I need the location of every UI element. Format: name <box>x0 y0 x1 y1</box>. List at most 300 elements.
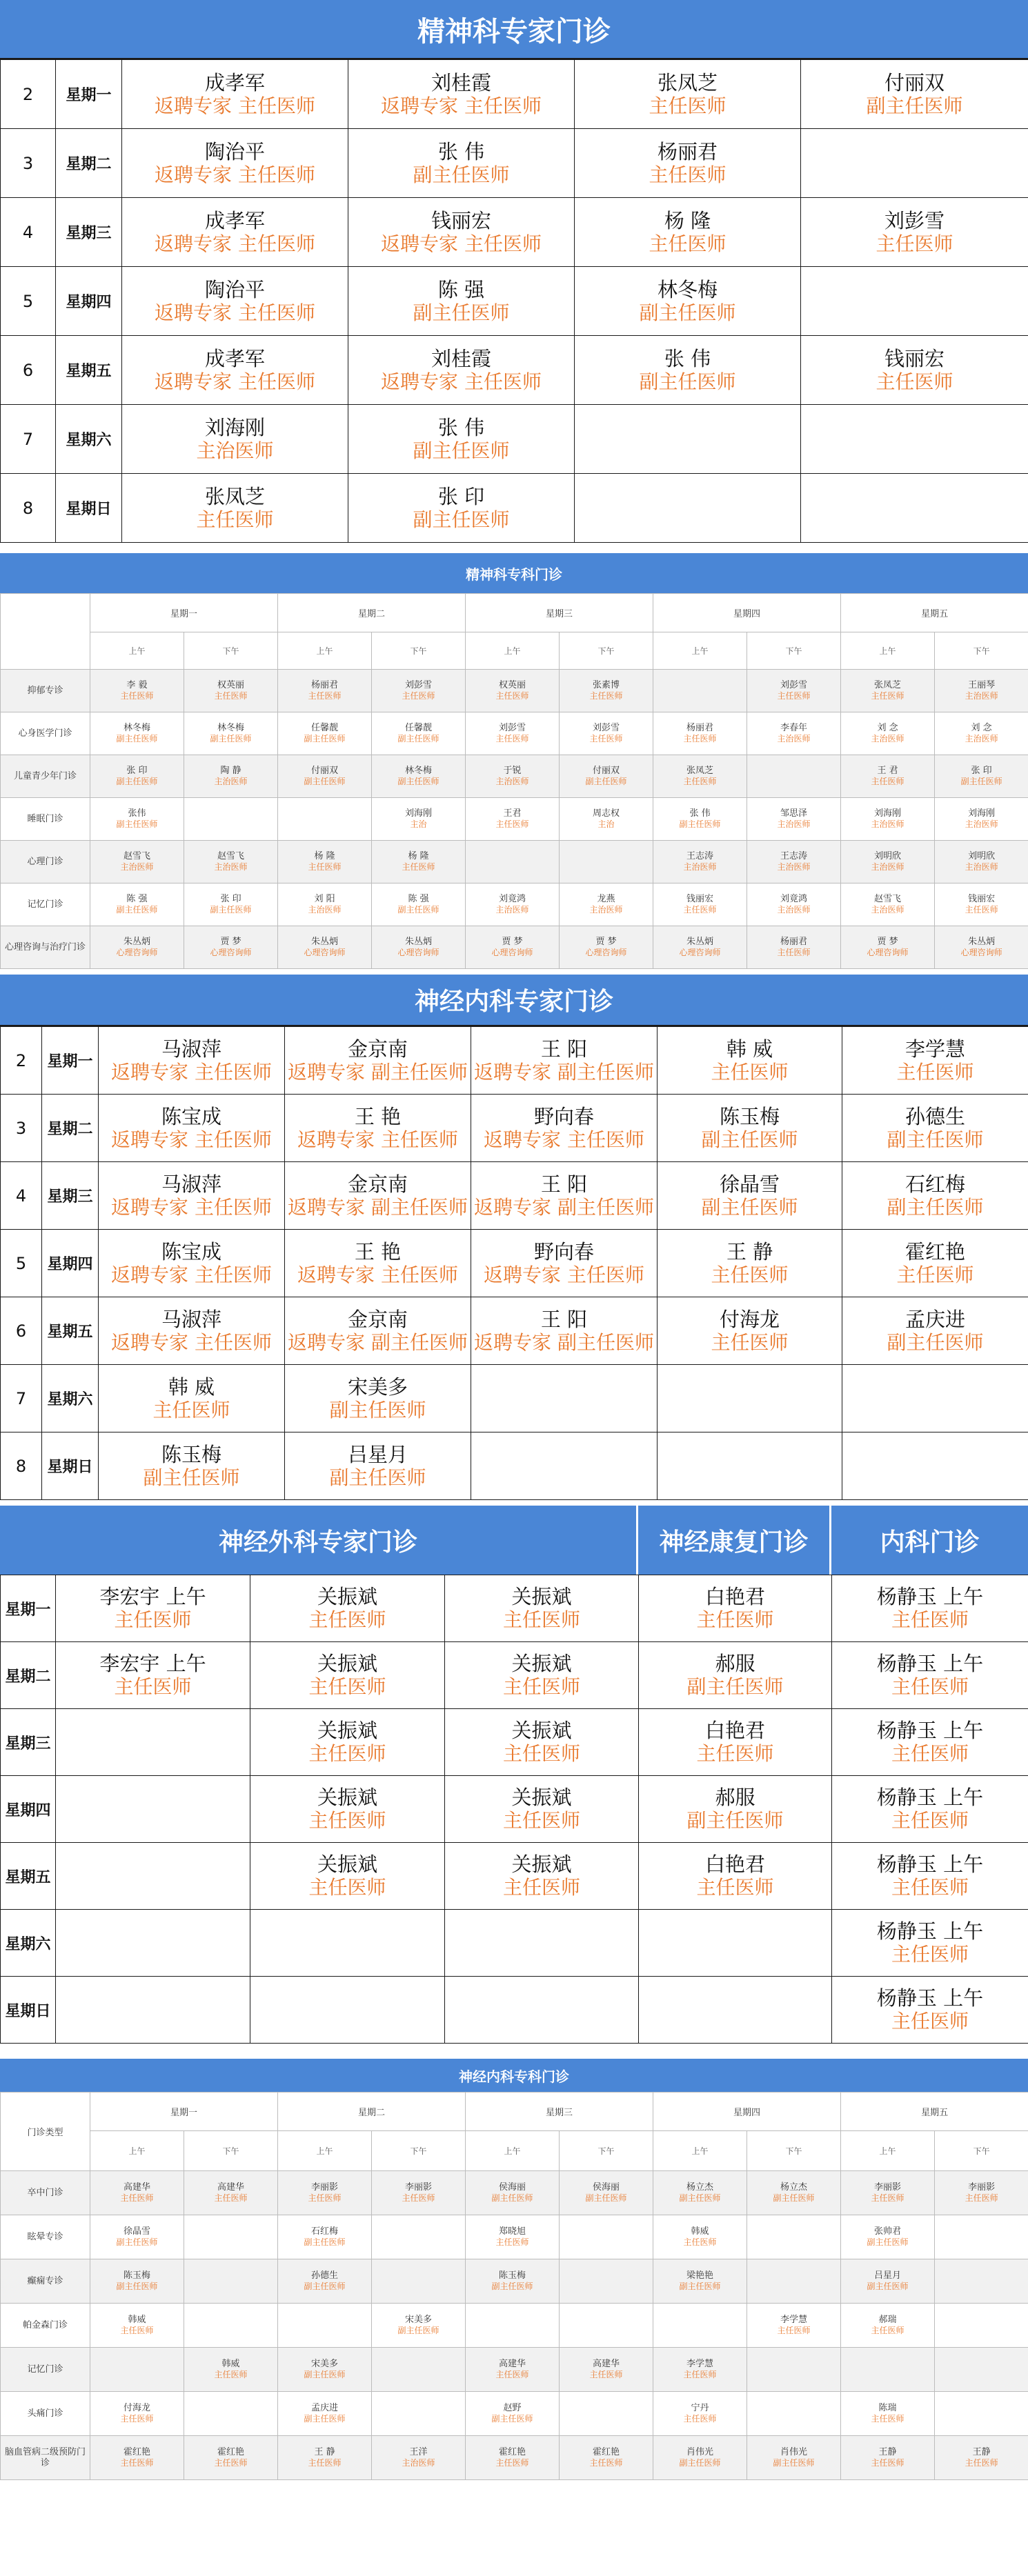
weekday-header: 星期四 <box>653 594 841 632</box>
doctor-name: 陶治平 <box>204 139 265 163</box>
doctor-name: 刘竟鸿 <box>780 894 808 904</box>
doctor-cell <box>122 336 348 405</box>
doctor-cell <box>560 2348 653 2392</box>
doctor-cell <box>471 1297 658 1365</box>
schedule-row <box>1 1977 1028 2044</box>
doctor-cell <box>801 267 1028 336</box>
am-header: 上午 <box>841 2131 935 2171</box>
doctor-name: 王 阳 <box>540 1172 588 1196</box>
doctor-name: 李学慧 <box>780 2315 808 2325</box>
doctor-name: 白艳君 <box>704 1585 765 1608</box>
doctor-name: 王 君 <box>877 766 898 776</box>
am-header: 上午 <box>90 632 184 670</box>
doctor-name: 刘彭雪 <box>884 208 945 232</box>
doctor-title: 主任医师 <box>308 1675 386 1698</box>
doctor-cell <box>935 2392 1028 2436</box>
doctor-name: 杨 隆 <box>664 208 711 232</box>
doctor-title: 主任医师 <box>214 2458 248 2468</box>
schedule-row <box>1 1843 1028 1910</box>
doctor-cell <box>575 267 801 336</box>
doctor-cell <box>841 670 935 712</box>
doctor-cell <box>184 798 278 841</box>
doctor-cell <box>372 926 466 969</box>
doctor-title: 副主任医师 <box>639 370 736 393</box>
doctor-name: 刘 念 <box>877 723 898 733</box>
doctor-cell <box>445 1709 639 1776</box>
doctor-name: 高建华 <box>499 2359 526 2369</box>
doctor-cell <box>658 1095 842 1162</box>
doctor-title: 副主任医师 <box>773 2193 815 2203</box>
neurology-specialty-table <box>0 2092 1028 2480</box>
doctor-title: 主任医师 <box>683 2414 717 2424</box>
doctor-cell <box>560 755 653 798</box>
doctor-title: 主治医师 <box>965 734 998 743</box>
doctor-name: 成孝军 <box>204 208 265 232</box>
doctor-cell <box>90 2304 184 2348</box>
doctor-title: 副主任医师 <box>116 819 158 829</box>
schedule-row <box>1 1095 1028 1162</box>
doctor-title: 返聘专家 主任医师 <box>111 1263 272 1286</box>
doctor-title: 主任医师 <box>871 777 905 786</box>
doctor-cell <box>90 883 184 926</box>
doctor-title: 心理咨询师 <box>867 948 909 957</box>
doctor-cell <box>842 1230 1028 1297</box>
doctor-name: 韩威 <box>691 2226 709 2237</box>
clinic-type: 心理咨询与治疗门诊 <box>1 926 90 969</box>
doctor-cell <box>56 1709 250 1776</box>
doctor-name: 周志权 <box>593 808 620 819</box>
schedule-row <box>1 1642 1028 1709</box>
doctor-title: 副主任医师 <box>585 777 627 786</box>
schedule-row <box>1 405 1028 474</box>
specialty-row <box>1 712 1028 755</box>
doctor-name: 权英丽 <box>499 680 526 690</box>
doctor-name: 付海龙 <box>719 1307 780 1331</box>
doctor-title: 主治医师 <box>965 819 998 829</box>
doctor-title: 返聘专家 主任医师 <box>381 370 542 393</box>
weekday: 星期日 <box>42 1432 99 1500</box>
doctor-cell <box>658 1230 842 1297</box>
doctor-cell <box>466 2259 560 2304</box>
doctor-cell <box>250 1642 445 1709</box>
doctor-cell <box>250 1910 445 1977</box>
doctor-title: 主治医师 <box>965 862 998 872</box>
schedule-row <box>1 267 1028 336</box>
doctor-cell <box>747 2348 841 2392</box>
doctor-title: 主治医师 <box>777 734 811 743</box>
doctor-title: 主任医师 <box>891 1675 969 1698</box>
row-index: 8 <box>1 1432 42 1500</box>
doctor-name: 陶 静 <box>220 766 241 776</box>
doctor-cell <box>466 883 560 926</box>
doctor-cell <box>560 2304 653 2348</box>
doctor-cell <box>122 474 348 543</box>
doctor-title: 主任医师 <box>120 2458 154 2468</box>
doctor-name: 刘桂霞 <box>431 346 491 370</box>
doctor-cell <box>935 2215 1028 2259</box>
doctor-name: 于锐 <box>503 766 522 776</box>
doctor-cell <box>348 198 575 267</box>
doctor-cell <box>466 670 560 712</box>
doctor-cell <box>278 2304 372 2348</box>
doctor-cell <box>348 129 575 198</box>
weekday: 星期四 <box>1 1776 56 1843</box>
weekday: 星期六 <box>56 405 122 474</box>
doctor-name: 张伟 <box>128 808 146 819</box>
doctor-cell <box>575 198 801 267</box>
doctor-title: 返聘专家 主任医师 <box>155 370 315 393</box>
doctor-cell <box>285 1162 471 1230</box>
section-title: 精神科专科门诊 <box>0 553 1028 593</box>
doctor-cell <box>801 336 1028 405</box>
doctor-title: 副主任医师 <box>304 2414 346 2424</box>
doctor-title: 副主任医师 <box>585 2193 627 2203</box>
doctor-cell <box>184 2304 278 2348</box>
specialty-row <box>1 2171 1028 2215</box>
doctor-title: 主任医师 <box>891 2010 969 2033</box>
weekday: 星期三 <box>1 1709 56 1776</box>
doctor-cell <box>935 712 1028 755</box>
doctor-cell <box>653 2304 747 2348</box>
schedule-row <box>1 1575 1028 1642</box>
doctor-title: 主任医师 <box>876 232 953 255</box>
doctor-cell <box>841 2436 935 2480</box>
doctor-cell <box>122 60 348 129</box>
doctor-cell <box>471 1095 658 1162</box>
doctor-cell <box>278 2348 372 2392</box>
doctor-title: 主任医师 <box>683 905 717 915</box>
doctor-name: 陈 强 <box>126 894 148 904</box>
doctor-name: 杨静玉 上午 <box>876 1585 984 1608</box>
doctor-cell <box>466 2304 560 2348</box>
doctor-name: 陈瑞 <box>878 2403 897 2413</box>
doctor-name: 李丽影 <box>874 2182 902 2193</box>
doctor-cell <box>372 2259 466 2304</box>
doctor-cell <box>466 926 560 969</box>
doctor-name: 张凤芝 <box>204 484 265 508</box>
doctor-title: 主任医师 <box>308 862 342 872</box>
doctor-name: 王 静 <box>314 2447 335 2457</box>
doctor-name: 韩 威 <box>168 1375 215 1399</box>
doctor-title: 心理咨询师 <box>304 948 346 957</box>
clinic-type: 抑郁专诊 <box>1 670 90 712</box>
doctor-cell <box>122 198 348 267</box>
doctor-title: 返聘专家 主任医师 <box>297 1263 458 1286</box>
doctor-title: 副主任医师 <box>679 2282 721 2291</box>
doctor-name: 任馨靓 <box>405 723 433 733</box>
doctor-cell <box>90 2348 184 2392</box>
row-index: 6 <box>1 1297 42 1365</box>
doctor-title: 副主任医师 <box>397 734 439 743</box>
doctor-name: 赵雪飞 <box>123 851 150 861</box>
doctor-name: 李宏宇 上午 <box>99 1585 206 1608</box>
doctor-name: 关振斌 <box>317 1786 377 1809</box>
weekday: 星期六 <box>1 1910 56 1977</box>
doctor-cell <box>653 2392 747 2436</box>
doctor-title: 副主任医师 <box>679 819 721 829</box>
doctor-title: 主任医师 <box>502 1876 580 1899</box>
doctor-cell <box>935 755 1028 798</box>
weekday: 星期二 <box>42 1095 99 1162</box>
doctor-name: 陈宝成 <box>161 1239 221 1264</box>
doctor-name: 野向春 <box>533 1104 594 1128</box>
doctor-title: 主任医师 <box>502 1608 580 1631</box>
doctor-title: 主任医师 <box>495 819 529 829</box>
doctor-title: 副主任医师 <box>397 905 439 915</box>
schedule-row <box>1 1776 1028 1843</box>
doctor-cell <box>278 755 372 798</box>
doctor-cell <box>90 2259 184 2304</box>
doctor-title: 主任医师 <box>777 948 811 957</box>
doctor-title: 心理咨询师 <box>585 948 627 957</box>
doctor-name: 郝服 <box>715 1786 755 1809</box>
doctor-title: 主任医师 <box>896 1263 974 1286</box>
doctor-cell <box>466 798 560 841</box>
doctor-title: 副主任医师 <box>304 734 346 743</box>
doctor-cell <box>99 1027 285 1095</box>
doctor-title: 主任医师 <box>683 2237 717 2247</box>
doctor-title: 主任医师 <box>871 691 905 701</box>
doctor-name: 宋美多 <box>405 2315 433 2325</box>
doctor-title: 副主任医师 <box>116 734 158 743</box>
doctor-cell <box>184 2392 278 2436</box>
doctor-name: 赵雪飞 <box>874 894 902 904</box>
doctor-cell <box>278 2171 372 2215</box>
doctor-cell <box>560 841 653 883</box>
weekday-header: 星期一 <box>90 594 278 632</box>
doctor-name: 陈宝成 <box>161 1104 221 1128</box>
doctor-name: 杨丽君 <box>311 680 339 690</box>
doctor-title: 副主任医师 <box>887 1330 984 1354</box>
specialty-row <box>1 2392 1028 2436</box>
doctor-name: 侯海丽 <box>499 2182 526 2193</box>
doctor-name: 杨丽君 <box>686 723 714 733</box>
doctor-title: 主治医师 <box>777 862 811 872</box>
doctor-cell <box>285 1230 471 1297</box>
doctor-cell <box>747 798 841 841</box>
doctor-name: 张 印 <box>220 894 241 904</box>
weekday: 星期三 <box>42 1162 99 1230</box>
row-index: 3 <box>1 129 56 198</box>
doctor-name: 关振斌 <box>511 1853 572 1876</box>
doctor-cell <box>653 2348 747 2392</box>
doctor-name: 张 伟 <box>664 346 711 370</box>
doctor-cell <box>372 883 466 926</box>
doctor-cell <box>466 2171 560 2215</box>
doctor-cell <box>747 2215 841 2259</box>
doctor-cell <box>445 1977 639 2044</box>
doctor-title: 主治医师 <box>777 819 811 829</box>
section-header <box>0 1506 1028 1575</box>
doctor-name: 李宏宇 上午 <box>99 1652 206 1675</box>
doctor-cell <box>653 2259 747 2304</box>
doctor-name: 关振斌 <box>511 1786 572 1809</box>
specialty-row <box>1 2304 1028 2348</box>
doctor-title: 返聘专家 主任医师 <box>155 232 315 255</box>
doctor-name: 陶治平 <box>204 277 265 301</box>
doctor-cell <box>842 1095 1028 1162</box>
doctor-name: 张帅君 <box>874 2226 902 2237</box>
doctor-cell <box>658 1027 842 1095</box>
doctor-name: 林冬梅 <box>123 723 150 733</box>
doctor-name: 张 伟 <box>437 139 485 163</box>
doctor-cell <box>466 841 560 883</box>
doctor-cell <box>372 2215 466 2259</box>
doctor-cell <box>285 1297 471 1365</box>
doctor-name: 钱丽宏 <box>686 894 714 904</box>
doctor-cell <box>841 798 935 841</box>
doctor-cell <box>372 2348 466 2392</box>
doctor-title: 返聘专家 主任医师 <box>155 301 315 324</box>
doctor-title: 副主任医师 <box>116 2282 158 2291</box>
doctor-cell <box>348 336 575 405</box>
doctor-cell <box>560 670 653 712</box>
psychiatry-specialty-table <box>0 593 1028 969</box>
doctor-title: 返聘专家 主任医师 <box>297 1128 458 1151</box>
doctor-name: 陈玉梅 <box>719 1104 780 1128</box>
doctor-cell <box>841 926 935 969</box>
doctor-cell <box>372 670 466 712</box>
doctor-cell <box>445 1776 639 1843</box>
row-index: 7 <box>1 405 56 474</box>
doctor-name: 梁艳艳 <box>686 2270 714 2281</box>
doctor-title: 主任医师 <box>589 2370 623 2379</box>
doctor-title: 副主任医师 <box>867 2282 909 2291</box>
doctor-title: 副主任医师 <box>491 2414 533 2424</box>
doctor-title: 主任医师 <box>711 1263 789 1286</box>
doctor-title: 主任医师 <box>120 2193 154 2203</box>
doctor-name: 王洋 <box>409 2447 428 2457</box>
doctor-name: 石红梅 <box>905 1172 965 1196</box>
doctor-title: 主任医师 <box>402 691 435 701</box>
doctor-title: 主任医师 <box>589 2458 623 2468</box>
doctor-cell <box>466 2348 560 2392</box>
doctor-cell <box>372 2392 466 2436</box>
doctor-cell <box>285 1095 471 1162</box>
doctor-name: 金京南 <box>347 1037 408 1061</box>
doctor-name: 贾 梦 <box>877 937 898 947</box>
doctor-name: 孟庆进 <box>905 1307 965 1331</box>
doctor-title: 主任医师 <box>696 1742 774 1765</box>
weekday-header: 星期二 <box>278 2093 466 2131</box>
am-header: 上午 <box>90 2131 184 2171</box>
specialty-row <box>1 841 1028 883</box>
doctor-name: 林冬梅 <box>405 766 433 776</box>
am-header: 上午 <box>841 632 935 670</box>
pm-header: 下午 <box>747 2131 841 2171</box>
doctor-title: 心理咨询师 <box>679 948 721 957</box>
doctor-cell <box>832 1642 1028 1709</box>
doctor-cell <box>466 2392 560 2436</box>
doctor-name: 野向春 <box>533 1239 594 1264</box>
doctor-title: 主治医师 <box>871 819 905 829</box>
doctor-name: 杨 隆 <box>314 851 335 861</box>
section-neurology-experts <box>0 975 1028 1500</box>
specialty-row <box>1 755 1028 798</box>
doctor-name: 郑晓旭 <box>499 2226 526 2237</box>
row-index: 6 <box>1 336 56 405</box>
doctor-title: 主任医师 <box>649 163 726 186</box>
doctor-title: 主任医师 <box>308 691 342 701</box>
doctor-cell <box>842 1162 1028 1230</box>
clinic-type: 记忆门诊 <box>1 883 90 926</box>
doctor-name: 刘海刚 <box>968 808 996 819</box>
doctor-cell <box>832 1709 1028 1776</box>
doctor-cell <box>372 2304 466 2348</box>
pm-header: 下午 <box>372 2131 466 2171</box>
doctor-title: 心理咨询师 <box>210 948 252 957</box>
doctor-cell <box>841 883 935 926</box>
doctor-name: 王志涛 <box>780 851 808 861</box>
doctor-cell <box>841 2392 935 2436</box>
doctor-title: 主任医师 <box>120 2326 154 2335</box>
doctor-title: 主任医师 <box>120 2414 154 2424</box>
doctor-name: 赵雪飞 <box>217 851 245 861</box>
doctor-name: 金京南 <box>347 1307 408 1331</box>
doctor-name: 刘彭雪 <box>499 723 526 733</box>
doctor-cell <box>372 712 466 755</box>
doctor-title: 副主任医师 <box>701 1195 798 1219</box>
doctor-cell <box>841 2215 935 2259</box>
doctor-name: 高建华 <box>593 2359 620 2369</box>
doctor-name: 王君 <box>503 808 522 819</box>
doctor-name: 钱丽宏 <box>968 894 996 904</box>
doctor-name: 李春年 <box>780 723 808 733</box>
doctor-cell <box>935 798 1028 841</box>
row-index: 5 <box>1 267 56 336</box>
doctor-name: 杨静玉 上午 <box>876 1652 984 1675</box>
doctor-name: 朱丛炳 <box>405 937 433 947</box>
doctor-cell <box>250 1977 445 2044</box>
specialty-row <box>1 926 1028 969</box>
doctor-title: 主任医师 <box>649 94 726 117</box>
doctor-name: 付海龙 <box>123 2403 150 2413</box>
schedule-row <box>1 474 1028 543</box>
doctor-cell <box>445 1843 639 1910</box>
doctor-name: 王 阳 <box>540 1307 588 1331</box>
doctor-title: 返聘专家 主任医师 <box>484 1263 644 1286</box>
doctor-title: 主任医师 <box>683 734 717 743</box>
doctor-cell <box>184 2215 278 2259</box>
doctor-name: 贾 梦 <box>502 937 523 947</box>
clinic-type: 卒中门诊 <box>1 2171 90 2215</box>
doctor-cell <box>122 129 348 198</box>
am-header: 上午 <box>278 2131 372 2171</box>
section-neurology-specialty <box>0 2059 1028 2480</box>
doctor-name: 关振斌 <box>511 1652 572 1675</box>
doctor-name: 吕星月 <box>874 2270 902 2281</box>
doctor-title: 返聘专家 主任医师 <box>111 1330 272 1354</box>
doctor-name: 成孝军 <box>204 70 265 94</box>
doctor-name: 邹思泽 <box>780 808 808 819</box>
doctor-title: 主任医师 <box>965 2193 998 2203</box>
doctor-title: 副主任医师 <box>143 1466 240 1489</box>
doctor-title: 副主任医师 <box>413 508 510 531</box>
doctor-cell <box>122 267 348 336</box>
doctor-name: 张 印 <box>971 766 992 776</box>
weekday: 星期日 <box>1 1977 56 2044</box>
specialty-row <box>1 2259 1028 2304</box>
doctor-name: 杨静玉 上午 <box>876 1719 984 1742</box>
doctor-name: 朱丛炳 <box>311 937 339 947</box>
doctor-name: 李学慧 <box>686 2359 714 2369</box>
doctor-title: 主治医师 <box>871 734 905 743</box>
doctor-cell <box>747 670 841 712</box>
doctor-title: 主任医师 <box>114 1608 192 1631</box>
doctor-cell <box>471 1027 658 1095</box>
weekday-header-row <box>1 2093 1028 2131</box>
doctor-title: 返聘专家 副主任医师 <box>474 1330 654 1354</box>
